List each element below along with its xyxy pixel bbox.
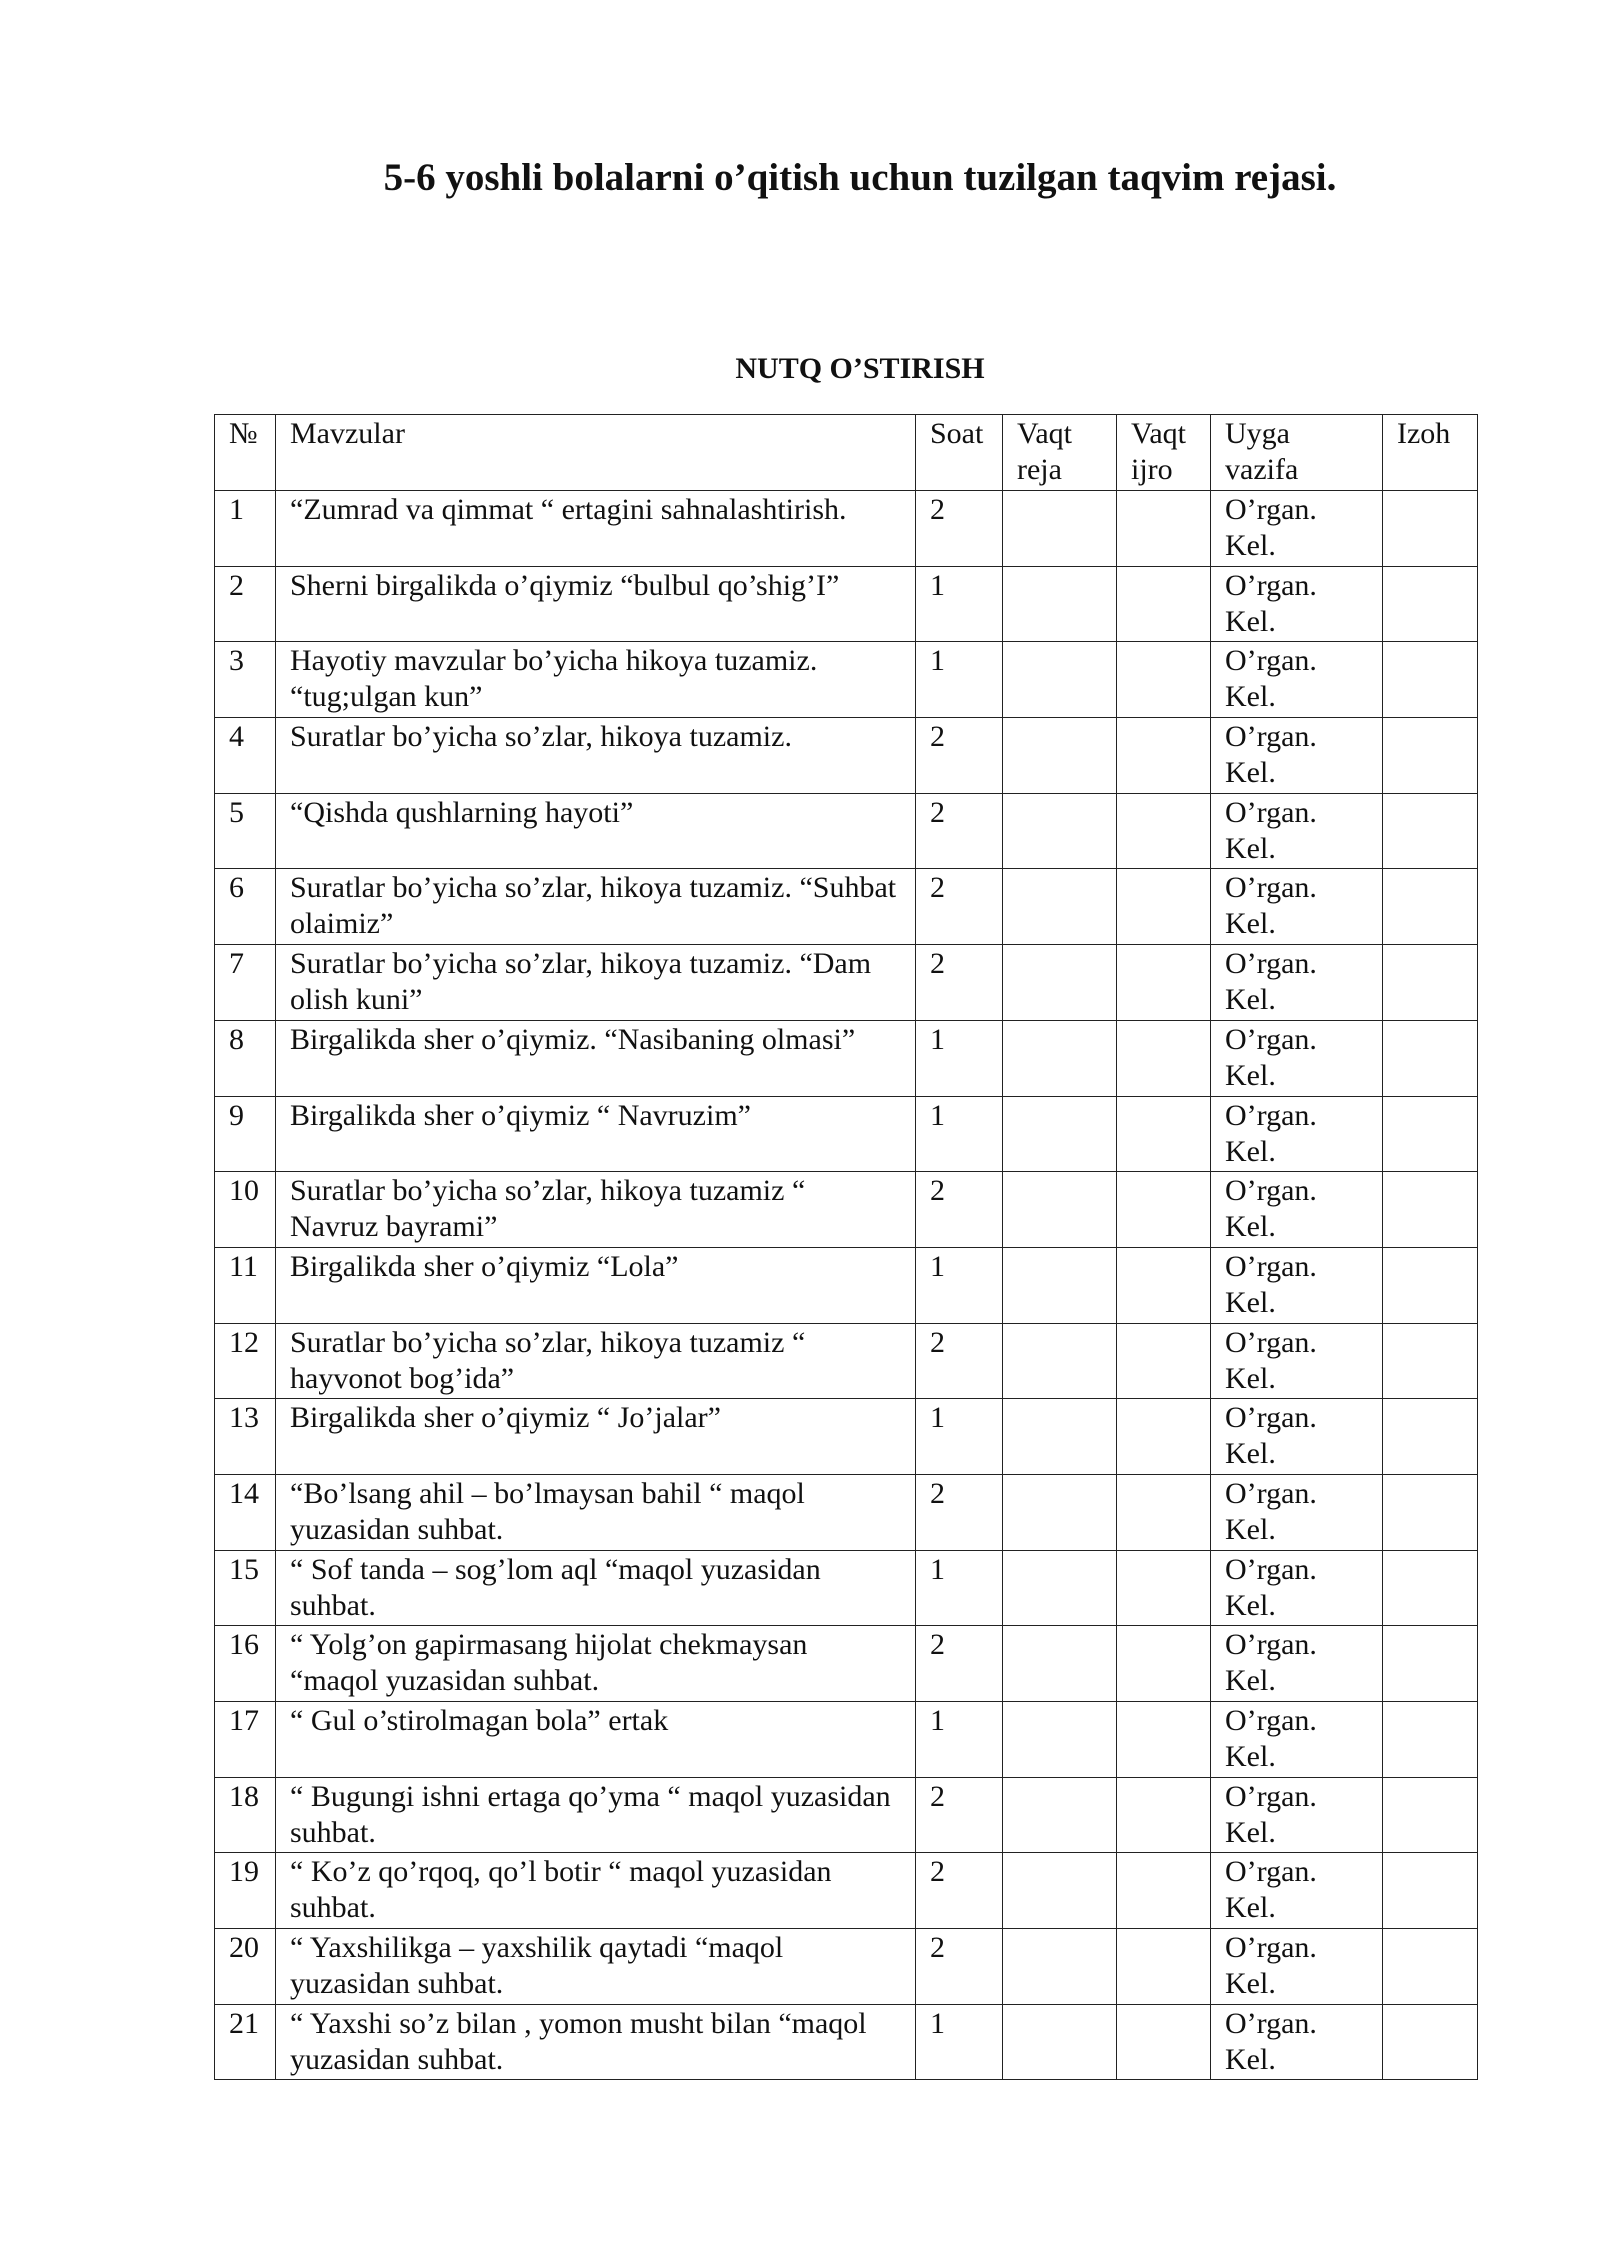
row-num: 12 xyxy=(215,1323,276,1399)
table-row xyxy=(215,1247,1478,1323)
row-num: 1 xyxy=(215,491,276,567)
row-hours: 1 xyxy=(916,642,1003,718)
row-hours: 1 xyxy=(916,2004,1003,2080)
table-row xyxy=(215,945,1478,1021)
table-row xyxy=(215,1474,1478,1550)
row-hours: 1 xyxy=(916,1550,1003,1626)
row-time-done xyxy=(1117,642,1211,718)
row-note xyxy=(1383,718,1478,794)
row-topic: Birgalikda sher o’qiymiz “ Navruzim” xyxy=(276,1096,916,1172)
row-num: 19 xyxy=(215,1853,276,1929)
row-time-plan xyxy=(1003,1172,1117,1248)
row-homework: O’rgan. Kel. xyxy=(1211,1474,1383,1550)
row-num: 21 xyxy=(215,2004,276,2080)
row-note xyxy=(1383,1096,1478,1172)
table-row xyxy=(215,1777,1478,1853)
row-time-plan xyxy=(1003,1474,1117,1550)
row-time-done xyxy=(1117,1096,1211,1172)
row-note xyxy=(1383,1550,1478,1626)
row-hours: 2 xyxy=(916,945,1003,1021)
row-num: 13 xyxy=(215,1399,276,1475)
row-time-done xyxy=(1117,1550,1211,1626)
row-time-plan xyxy=(1003,1853,1117,1929)
row-hours: 1 xyxy=(916,1399,1003,1475)
row-time-plan xyxy=(1003,1096,1117,1172)
row-time-done xyxy=(1117,1020,1211,1096)
row-time-done xyxy=(1117,1323,1211,1399)
header-hours: Soat xyxy=(916,415,1003,491)
row-topic: Birgalikda sher o’qiymiz. “Nasibaning olmasi” xyxy=(276,1020,916,1096)
table-row xyxy=(215,491,1478,567)
row-homework: O’rgan. Kel. xyxy=(1211,2004,1383,2080)
row-time-done xyxy=(1117,1247,1211,1323)
row-topic: “ Gul o’stirolmagan bola” ertak xyxy=(276,1702,916,1778)
row-topic: “Qishda qushlarning hayoti” xyxy=(276,793,916,869)
row-time-done xyxy=(1117,1474,1211,1550)
row-note xyxy=(1383,793,1478,869)
row-time-plan xyxy=(1003,491,1117,567)
row-note xyxy=(1383,1474,1478,1550)
header-topics: Mavzular xyxy=(276,415,916,491)
row-note xyxy=(1383,1777,1478,1853)
row-note xyxy=(1383,1172,1478,1248)
row-time-plan xyxy=(1003,945,1117,1021)
row-time-plan xyxy=(1003,869,1117,945)
row-num: 9 xyxy=(215,1096,276,1172)
row-num: 18 xyxy=(215,1777,276,1853)
row-num: 10 xyxy=(215,1172,276,1248)
row-hours: 2 xyxy=(916,491,1003,567)
table-row xyxy=(215,566,1478,642)
row-num: 8 xyxy=(215,1020,276,1096)
row-hours: 1 xyxy=(916,1702,1003,1778)
table-row xyxy=(215,1550,1478,1626)
row-num: 4 xyxy=(215,718,276,794)
row-time-plan xyxy=(1003,1020,1117,1096)
row-hours: 2 xyxy=(916,793,1003,869)
row-time-plan xyxy=(1003,642,1117,718)
row-topic: “ Bugungi ishni ertaga qo’yma “ maqol yuzasidan suhbat. xyxy=(276,1777,916,1853)
row-time-plan xyxy=(1003,793,1117,869)
row-homework: O’rgan. Kel. xyxy=(1211,1550,1383,1626)
row-topic: Suratlar bo’yicha so’zlar, hikoya tuzamiz “ hayvonot bog’ida” xyxy=(276,1323,916,1399)
row-homework: O’rgan. Kel. xyxy=(1211,1020,1383,1096)
row-time-done xyxy=(1117,718,1211,794)
row-topic: Birgalikda sher o’qiymiz “ Jo’jalar” xyxy=(276,1399,916,1475)
row-num: 3 xyxy=(215,642,276,718)
table-row xyxy=(215,1626,1478,1702)
table-row xyxy=(215,1323,1478,1399)
table-row xyxy=(215,1399,1478,1475)
row-homework: O’rgan. Kel. xyxy=(1211,1096,1383,1172)
row-topic: “ Yolg’on gapirmasang hijolat chekmaysan “maqol yuzasidan suhbat. xyxy=(276,1626,916,1702)
header-time-plan: Vaqt reja xyxy=(1003,415,1117,491)
row-topic: “ Ko’z qo’rqoq, qo’l botir “ maqol yuzasidan suhbat. xyxy=(276,1853,916,1929)
row-time-done xyxy=(1117,793,1211,869)
row-homework: O’rgan. Kel. xyxy=(1211,566,1383,642)
row-time-done xyxy=(1117,566,1211,642)
row-topic: Suratlar bo’yicha so’zlar, hikoya tuzamiz. “Dam olish kuni” xyxy=(276,945,916,1021)
table-row xyxy=(215,1853,1478,1929)
row-time-plan xyxy=(1003,2004,1117,2080)
row-num: 11 xyxy=(215,1247,276,1323)
table-row xyxy=(215,1020,1478,1096)
row-note xyxy=(1383,1702,1478,1778)
row-hours: 2 xyxy=(916,1777,1003,1853)
row-time-plan xyxy=(1003,1323,1117,1399)
row-time-done xyxy=(1117,1777,1211,1853)
row-homework: O’rgan. Kel. xyxy=(1211,1247,1383,1323)
row-time-done xyxy=(1117,491,1211,567)
row-num: 5 xyxy=(215,793,276,869)
row-topic: Birgalikda sher o’qiymiz “Lola” xyxy=(276,1247,916,1323)
row-hours: 2 xyxy=(916,1929,1003,2005)
row-homework: O’rgan. Kel. xyxy=(1211,1853,1383,1929)
row-time-done xyxy=(1117,1172,1211,1248)
row-note xyxy=(1383,1020,1478,1096)
header-num: № xyxy=(215,415,276,491)
row-hours: 2 xyxy=(916,718,1003,794)
row-hours: 2 xyxy=(916,869,1003,945)
document-title: 5-6 yoshli bolalarni o’qitish uchun tuzilgan taqvim rejasi. xyxy=(383,156,1337,199)
section-title: NUTQ O’STIRISH xyxy=(735,352,985,385)
row-time-plan xyxy=(1003,1247,1117,1323)
header-homework: Uyga vazifa xyxy=(1211,415,1383,491)
table-header-row xyxy=(215,415,1478,491)
row-hours: 1 xyxy=(916,1247,1003,1323)
row-num: 20 xyxy=(215,1929,276,2005)
row-homework: O’rgan. Kel. xyxy=(1211,1172,1383,1248)
row-note xyxy=(1383,1323,1478,1399)
row-topic: “ Yaxshi so’z bilan , yomon musht bilan “maqol yuzasidan suhbat. xyxy=(276,2004,916,2080)
row-note xyxy=(1383,1929,1478,2005)
table-row xyxy=(215,1702,1478,1778)
row-topic: “ Yaxshilikga – yaxshilik qaytadi “maqol yuzasidan suhbat. xyxy=(276,1929,916,2005)
row-time-plan xyxy=(1003,566,1117,642)
row-homework: O’rgan. Kel. xyxy=(1211,642,1383,718)
row-topic: Suratlar bo’yicha so’zlar, hikoya tuzamiz “ Navruz bayrami” xyxy=(276,1172,916,1248)
row-time-plan xyxy=(1003,1702,1117,1778)
row-homework: O’rgan. Kel. xyxy=(1211,491,1383,567)
row-note xyxy=(1383,1247,1478,1323)
row-homework: O’rgan. Kel. xyxy=(1211,1399,1383,1475)
row-time-plan xyxy=(1003,1929,1117,2005)
row-time-done xyxy=(1117,1399,1211,1475)
row-hours: 2 xyxy=(916,1626,1003,1702)
row-time-done xyxy=(1117,2004,1211,2080)
row-note xyxy=(1383,566,1478,642)
row-note xyxy=(1383,1626,1478,1702)
row-topic: “ Sof tanda – sog’lom aql “maqol yuzasidan suhbat. xyxy=(276,1550,916,1626)
row-topic: Hayotiy mavzular bo’yicha hikoya tuzamiz. “tug;ulgan kun” xyxy=(276,642,916,718)
row-time-done xyxy=(1117,1853,1211,1929)
row-time-plan xyxy=(1003,1399,1117,1475)
row-num: 7 xyxy=(215,945,276,1021)
row-time-plan xyxy=(1003,1777,1117,1853)
table-row xyxy=(215,869,1478,945)
row-homework: O’rgan. Kel. xyxy=(1211,1626,1383,1702)
row-time-plan xyxy=(1003,1626,1117,1702)
row-num: 14 xyxy=(215,1474,276,1550)
row-hours: 2 xyxy=(916,1172,1003,1248)
row-num: 2 xyxy=(215,566,276,642)
table-body xyxy=(215,491,1478,2080)
row-homework: O’rgan. Kel. xyxy=(1211,1702,1383,1778)
row-hours: 2 xyxy=(916,1853,1003,1929)
row-hours: 1 xyxy=(916,1096,1003,1172)
row-time-plan xyxy=(1003,718,1117,794)
row-time-done xyxy=(1117,1626,1211,1702)
row-note xyxy=(1383,1399,1478,1475)
row-note xyxy=(1383,945,1478,1021)
lesson-plan-table xyxy=(214,414,1478,2080)
row-num: 15 xyxy=(215,1550,276,1626)
row-topic: Sherni birgalikda o’qiymiz “bulbul qo’shig’I” xyxy=(276,566,916,642)
header-note: Izoh xyxy=(1383,415,1478,491)
row-hours: 1 xyxy=(916,566,1003,642)
row-note xyxy=(1383,2004,1478,2080)
row-note xyxy=(1383,491,1478,567)
row-num: 6 xyxy=(215,869,276,945)
table-row xyxy=(215,1929,1478,2005)
row-note xyxy=(1383,869,1478,945)
row-hours: 2 xyxy=(916,1474,1003,1550)
row-homework: O’rgan. Kel. xyxy=(1211,793,1383,869)
row-num: 17 xyxy=(215,1702,276,1778)
row-time-done xyxy=(1117,869,1211,945)
row-topic: “Zumrad va qimmat “ ertagini sahnalashtirish. xyxy=(276,491,916,567)
header-time-done: Vaqt ijro xyxy=(1117,415,1211,491)
table-row xyxy=(215,793,1478,869)
row-homework: O’rgan. Kel. xyxy=(1211,1929,1383,2005)
row-homework: O’rgan. Kel. xyxy=(1211,1323,1383,1399)
row-topic: Suratlar bo’yicha so’zlar, hikoya tuzamiz. xyxy=(276,718,916,794)
row-time-done xyxy=(1117,945,1211,1021)
row-note xyxy=(1383,642,1478,718)
table-row xyxy=(215,1096,1478,1172)
row-time-plan xyxy=(1003,1550,1117,1626)
row-time-done xyxy=(1117,1702,1211,1778)
row-homework: O’rgan. Kel. xyxy=(1211,1777,1383,1853)
table-row xyxy=(215,642,1478,718)
row-homework: O’rgan. Kel. xyxy=(1211,718,1383,794)
row-time-done xyxy=(1117,1929,1211,2005)
row-topic: “Bo’lsang ahil – bo’lmaysan bahil “ maqol yuzasidan suhbat. xyxy=(276,1474,916,1550)
row-topic: Suratlar bo’yicha so’zlar, hikoya tuzamiz. “Suhbat olaimiz” xyxy=(276,869,916,945)
table-row xyxy=(215,1172,1478,1248)
table-row xyxy=(215,718,1478,794)
row-hours: 2 xyxy=(916,1323,1003,1399)
table-row xyxy=(215,2004,1478,2080)
row-num: 16 xyxy=(215,1626,276,1702)
row-note xyxy=(1383,1853,1478,1929)
row-hours: 1 xyxy=(916,1020,1003,1096)
row-homework: O’rgan. Kel. xyxy=(1211,869,1383,945)
row-homework: O’rgan. Kel. xyxy=(1211,945,1383,1021)
